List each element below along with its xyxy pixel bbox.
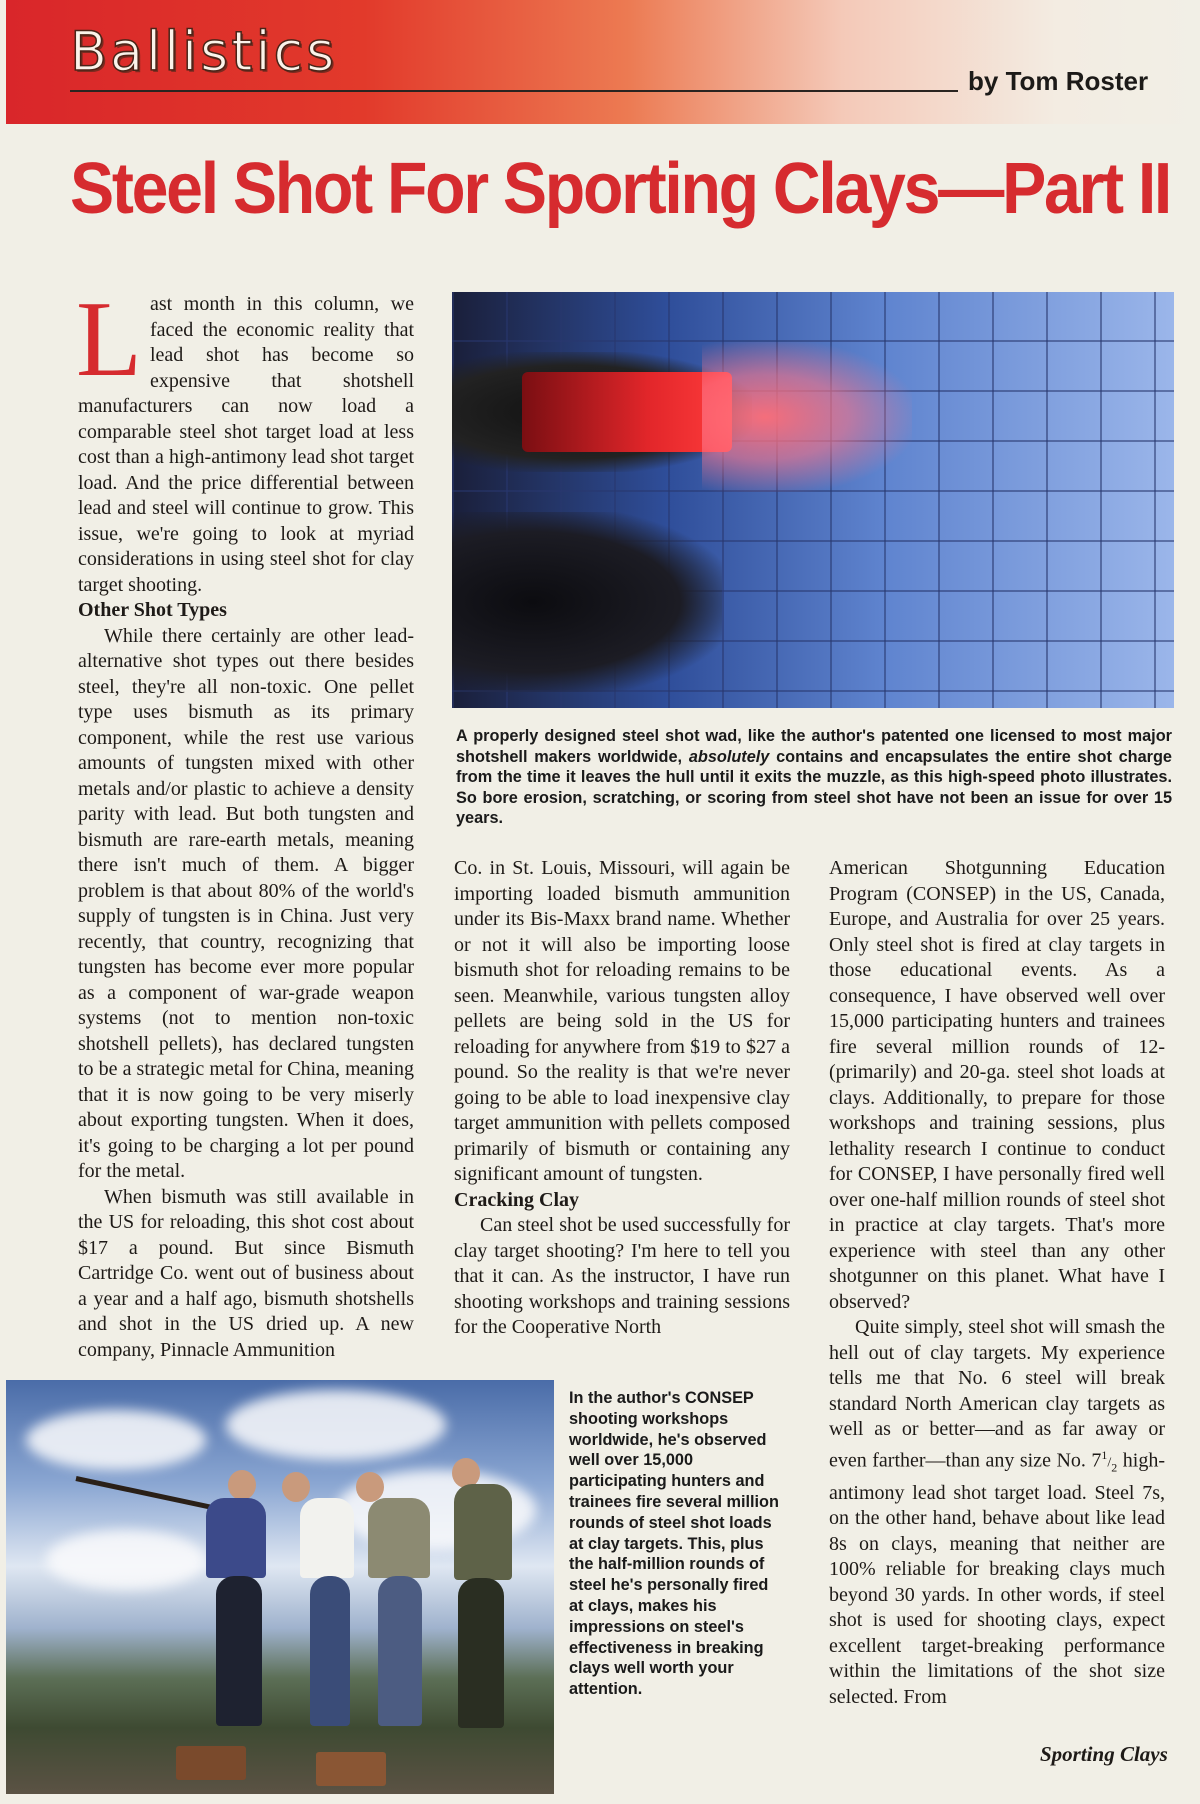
photo-cloud — [226, 1390, 446, 1460]
body-paragraph: While there certainly are other lead-alternative shot types out there besides steel, they're all non-toxic. One pellet type uses bismuth as its primary component, while the rest use various amounts of tungsten mixed with other metals and/or plastic to achieve a density parity with lead. But both tungsten and bismuth are rare-earth metals, meaning there isn't much of them. A bigger problem is that about 80% of the world's supply of tungsten is in China. Just very recently, that country, recognizing that tungsten has become ever more popular as a component of war-grade weapon systems (not to mention non-toxic shotshell pellets), has declared tungsten to be a strategic metal for China, meaning that it is now going to be very miserly about exporting tungsten. When it does, it's going to be charging a lot per pound for the metal. — [78, 624, 414, 1182]
column-2 — [454, 856, 790, 1341]
publication-name: Sporting Clays — [1040, 1742, 1168, 1766]
caption-text: A properly designed steel shot wad, like the author's patented one licensed to most major shotshell makers worldwide, — [456, 727, 1172, 766]
body-paragraph: Quite simply, steel shot will smash the hell out of clay targets. My experience tells me that No. 6 steel will break standard North American clay targets as well as or better—and as far away or even farther—than any size No. $7^1/_2$ high-antimony lead shot target load. Steel 7s, on the other hand, behave about like lead 8s on clays, meaning that neither are 100% reliable for breaking clays much beyond 30 yards. In other words, if steel shot is used for shooting clays, expect excellent target-breaking performance within the limitations of the shot size selected. From — [829, 1316, 1165, 1708]
caption-emphasis: absolutely — [688, 747, 770, 766]
photo-instructor-legs — [378, 1576, 422, 1726]
column-1 — [76, 280, 414, 1363]
photo-shooter-head — [228, 1470, 256, 1500]
photo-officer-legs — [458, 1578, 504, 1728]
intro-text: ast month in this column, we faced the economic reality that lead shot has become so expensive that shotshell manufacturers can now load a comparable steel shot target load at less cost than a high-antimony lead shot target load. And the price differential between lead and steel will continue to grow. This issue, we're going to look at myriad considerations in using steel shot for clay target shooting. — [78, 293, 414, 596]
header-rule — [70, 90, 958, 92]
photo-person-legs — [310, 1576, 350, 1726]
photo-shooting-workshop — [6, 1380, 554, 1794]
photo-muzzle-reflection — [452, 512, 722, 692]
drop-cap: L — [76, 280, 142, 399]
photo-steel-shot-wad — [452, 292, 1174, 708]
byline: by Tom Roster — [968, 66, 1149, 96]
photo-officer-shirt — [454, 1484, 512, 1580]
photo-instructor-head — [356, 1472, 384, 1502]
subheading-other-shot-types: Other Shot Types — [78, 599, 227, 621]
body-paragraph: When bismuth was still available in the US for reloading, this shot cost about $17 a pound. But since Bismuth Cartridge Co. went out of business about a year and a half ago, bismuth shotshells and shot in the US dried up. A new company, Pinnacle Ammunition — [78, 1185, 414, 1361]
photo-ammo-box — [316, 1752, 386, 1786]
photo-cloud — [26, 1410, 206, 1470]
column-3 — [829, 856, 1165, 1710]
paragraph-text: Quite simply, steel shot will smash the hell out of clay targets. My experience tells me that No. 6 steel will break standard North American clay targets as well as or better—and as far away or even farther—than any size No. 7 — [829, 1316, 1165, 1472]
article-title: Steel Shot For Sporting Clays—Part II — [70, 149, 1171, 229]
photo-shooter-legs — [216, 1576, 262, 1726]
photo-ammo-box — [176, 1746, 246, 1780]
photo-shooter-shirt — [206, 1498, 266, 1578]
photo-cloud — [46, 1530, 206, 1590]
caption-text: contains and encapsulates the entire shot charge from the time it leaves the hull until it exits the muzzle, as this high-speed photo illustrates. So bore erosion, scratching, or scoring from steel shot have not been an issue for over 15 years. — [456, 747, 1172, 827]
photo-person-head — [282, 1472, 310, 1502]
photo-shot-wad — [522, 372, 732, 452]
photo-shotgun — [75, 1476, 223, 1512]
intro-paragraph — [76, 280, 414, 598]
body-paragraph: Co. in St. Louis, Missouri, will again be importing loaded bismuth ammunition under its Bis-Maxx brand name. Whether or not it will also be importing loose bismuth shot for reloading remains to be seen. Meanwhile, various tungsten alloy pellets are being sold in the US for reloading for anywhere from $19 to $27 a pound. So the reality is that we're never going to be able to load inexpensive clay target ammunition with pellets composed primarily of bismuth or containing any significant amount of tungsten. — [454, 857, 790, 1185]
photo-caption-wad — [456, 726, 1172, 829]
photo-caption-workshop: In the author's CONSEP shooting workshops worldwide, he's observed well over 15,000 participating hunters and trainees fire several million rounds of steel shot loads at clay targets. This, plus the half-million rounds of steel he's personally fired at clays, makes his impressions on steel's effectiveness in breaking clays well worth your attention. — [569, 1389, 779, 1699]
photo-person-shirt — [300, 1498, 354, 1578]
fraction-numerator: 1 — [1101, 1447, 1108, 1462]
section-name: Ballistics — [70, 20, 338, 83]
paragraph-text: high-antimony lead shot target load. Steel 7s, on the other hand, behave about like lead 8s on clays, meaning that neither are 100% reliable for breaking clays much beyond 30 yards. In other words, if steel shot is used for shooting clays, expect excellent target-breaking performance within the limitations of the shot size selected. From — [829, 1449, 1165, 1708]
body-paragraph: Can steel shot be used successfully for clay target shooting? I'm here to tell you that it can. As the instructor, I have run shooting workshops and training sessions for the Cooperative North — [454, 1214, 790, 1338]
photo-instructor-shirt — [368, 1498, 430, 1578]
subheading-cracking-clay: Cracking Clay — [454, 1188, 579, 1211]
photo-muzzle-plume — [702, 342, 912, 492]
body-paragraph: American Shotgunning Education Program (CONSEP) in the US, Canada, Europe, and Australia for over 25 years. Only steel shot is fired at clay targets in those educational events. As a consequence, I have observed well over 15,000 participating hunters and trainees fire several million rounds of 12- (primarily) and 20-ga. steel shot loads at clays. Additionally, to prepare for those workshops and training sessions, plus lethality research I continue to conduct for CONSEP, I have personally fired well over one-half million rounds of steel shot in practice at clay targets. That's more experience with steel than any other shotgunner on this planet. What have I observed? — [829, 857, 1165, 1313]
fraction-denominator: 2 — [1111, 1460, 1118, 1475]
